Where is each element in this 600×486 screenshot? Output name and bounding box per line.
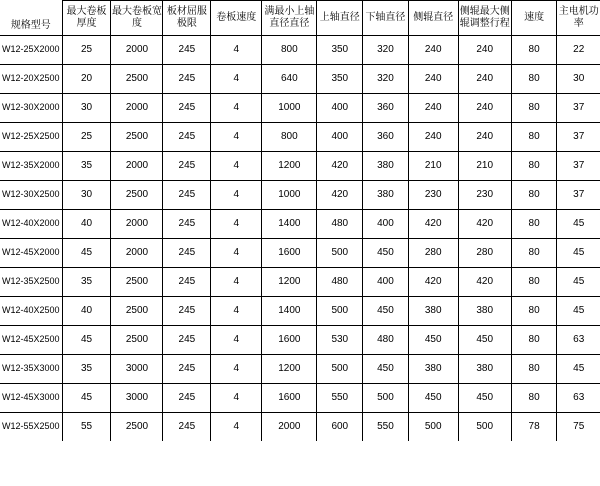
cell-side-roller-diameter: 500 <box>408 412 458 441</box>
cell-max-thickness: 30 <box>62 93 111 122</box>
cell-lower-shaft-diameter: 500 <box>363 383 409 412</box>
cell-rolling-speed: 4 <box>211 354 262 383</box>
cell-side-roller-diameter: 450 <box>408 383 458 412</box>
column-header-yield-limit: 板材屈服极限 <box>163 1 211 36</box>
cell-speed: 80 <box>511 35 557 64</box>
cell-model: W12-40X2500 <box>0 296 62 325</box>
cell-upper-shaft-diameter: 500 <box>317 354 363 383</box>
cell-side-roller-travel: 280 <box>458 238 511 267</box>
cell-speed: 80 <box>511 151 557 180</box>
cell-model: W12-45X3000 <box>0 383 62 412</box>
table-row <box>0 122 600 151</box>
cell-min-diameter: 1400 <box>262 209 317 238</box>
cell-min-diameter: 1400 <box>262 296 317 325</box>
cell-side-roller-travel: 420 <box>458 209 511 238</box>
cell-yield-limit: 245 <box>163 35 211 64</box>
cell-rolling-speed: 4 <box>211 209 262 238</box>
cell-max-thickness: 30 <box>62 180 111 209</box>
cell-lower-shaft-diameter: 400 <box>363 209 409 238</box>
cell-upper-shaft-diameter: 350 <box>317 35 363 64</box>
cell-max-width: 3000 <box>111 383 163 412</box>
table-row <box>0 151 600 180</box>
cell-side-roller-diameter: 380 <box>408 296 458 325</box>
cell-max-width: 2500 <box>111 296 163 325</box>
table-row <box>0 93 600 122</box>
cell-upper-shaft-diameter: 600 <box>317 412 363 441</box>
cell-lower-shaft-diameter: 320 <box>363 35 409 64</box>
cell-upper-shaft-diameter: 400 <box>317 122 363 151</box>
cell-max-width: 2500 <box>111 64 163 93</box>
cell-lower-shaft-diameter: 320 <box>363 64 409 93</box>
cell-speed: 80 <box>511 122 557 151</box>
cell-side-roller-diameter: 380 <box>408 354 458 383</box>
cell-max-width: 2000 <box>111 238 163 267</box>
cell-side-roller-travel: 240 <box>458 64 511 93</box>
cell-max-width: 2000 <box>111 209 163 238</box>
cell-min-diameter: 1200 <box>262 151 317 180</box>
cell-yield-limit: 245 <box>163 151 211 180</box>
cell-lower-shaft-diameter: 360 <box>363 93 409 122</box>
table-row <box>0 209 600 238</box>
cell-rolling-speed: 4 <box>211 383 262 412</box>
column-header-min-diameter: 满最小上轴直径直径 <box>262 1 317 36</box>
column-header-lower-shaft-diameter: 下轴直径 <box>363 1 409 36</box>
cell-motor-power: 45 <box>557 209 600 238</box>
cell-model: W12-55X2500 <box>0 412 62 441</box>
cell-upper-shaft-diameter: 420 <box>317 180 363 209</box>
column-header-model: 规格型号 <box>0 1 62 36</box>
cell-rolling-speed: 4 <box>211 93 262 122</box>
cell-yield-limit: 245 <box>163 267 211 296</box>
cell-rolling-speed: 4 <box>211 122 262 151</box>
cell-motor-power: 37 <box>557 180 600 209</box>
column-header-upper-shaft-diameter: 上轴直径 <box>317 1 363 36</box>
cell-max-thickness: 55 <box>62 412 111 441</box>
cell-max-width: 2500 <box>111 325 163 354</box>
cell-side-roller-travel: 500 <box>458 412 511 441</box>
cell-model: W12-35X2500 <box>0 267 62 296</box>
cell-upper-shaft-diameter: 500 <box>317 296 363 325</box>
cell-speed: 80 <box>511 267 557 296</box>
cell-max-thickness: 35 <box>62 354 111 383</box>
cell-rolling-speed: 4 <box>211 412 262 441</box>
cell-side-roller-diameter: 450 <box>408 325 458 354</box>
cell-rolling-speed: 4 <box>211 267 262 296</box>
cell-upper-shaft-diameter: 400 <box>317 93 363 122</box>
cell-side-roller-travel: 230 <box>458 180 511 209</box>
cell-max-width: 2000 <box>111 151 163 180</box>
cell-min-diameter: 1000 <box>262 93 317 122</box>
cell-speed: 78 <box>511 412 557 441</box>
cell-speed: 80 <box>511 296 557 325</box>
column-header-max-thickness: 最大卷板厚度 <box>62 1 111 36</box>
cell-lower-shaft-diameter: 480 <box>363 325 409 354</box>
cell-upper-shaft-diameter: 550 <box>317 383 363 412</box>
cell-speed: 80 <box>511 354 557 383</box>
cell-side-roller-travel: 450 <box>458 383 511 412</box>
cell-yield-limit: 245 <box>163 122 211 151</box>
cell-side-roller-diameter: 280 <box>408 238 458 267</box>
table-row <box>0 325 600 354</box>
cell-speed: 80 <box>511 209 557 238</box>
cell-motor-power: 30 <box>557 64 600 93</box>
column-header-rolling-speed: 卷板速度 <box>211 1 262 36</box>
table-body <box>0 35 600 441</box>
table-row <box>0 296 600 325</box>
cell-motor-power: 45 <box>557 238 600 267</box>
cell-upper-shaft-diameter: 500 <box>317 238 363 267</box>
cell-model: W12-30X2500 <box>0 180 62 209</box>
cell-yield-limit: 245 <box>163 383 211 412</box>
table-row <box>0 35 600 64</box>
cell-upper-shaft-diameter: 480 <box>317 209 363 238</box>
cell-min-diameter: 1200 <box>262 267 317 296</box>
cell-side-roller-travel: 450 <box>458 325 511 354</box>
cell-motor-power: 75 <box>557 412 600 441</box>
cell-model: W12-45X2000 <box>0 238 62 267</box>
cell-side-roller-travel: 380 <box>458 354 511 383</box>
cell-side-roller-travel: 380 <box>458 296 511 325</box>
cell-yield-limit: 245 <box>163 325 211 354</box>
cell-side-roller-travel: 210 <box>458 151 511 180</box>
cell-motor-power: 22 <box>557 35 600 64</box>
cell-max-width: 2000 <box>111 93 163 122</box>
cell-rolling-speed: 4 <box>211 151 262 180</box>
cell-min-diameter: 1000 <box>262 180 317 209</box>
column-header-motor-power: 主电机功率 <box>557 1 600 36</box>
cell-max-width: 3000 <box>111 354 163 383</box>
cell-side-roller-travel: 420 <box>458 267 511 296</box>
cell-min-diameter: 1600 <box>262 238 317 267</box>
cell-yield-limit: 245 <box>163 209 211 238</box>
cell-rolling-speed: 4 <box>211 325 262 354</box>
cell-speed: 80 <box>511 93 557 122</box>
cell-max-width: 2000 <box>111 35 163 64</box>
cell-motor-power: 45 <box>557 296 600 325</box>
table-row <box>0 412 600 441</box>
cell-min-diameter: 800 <box>262 35 317 64</box>
cell-side-roller-diameter: 420 <box>408 267 458 296</box>
cell-min-diameter: 2000 <box>262 412 317 441</box>
cell-rolling-speed: 4 <box>211 35 262 64</box>
table-row <box>0 383 600 412</box>
cell-max-thickness: 35 <box>62 151 111 180</box>
cell-model: W12-20X2500 <box>0 64 62 93</box>
cell-max-width: 2500 <box>111 122 163 151</box>
cell-upper-shaft-diameter: 530 <box>317 325 363 354</box>
cell-max-width: 2500 <box>111 180 163 209</box>
cell-model: W12-35X2000 <box>0 151 62 180</box>
cell-yield-limit: 245 <box>163 354 211 383</box>
cell-motor-power: 37 <box>557 122 600 151</box>
cell-yield-limit: 245 <box>163 412 211 441</box>
column-header-side-roller-diameter: 侧辊直径 <box>408 1 458 36</box>
cell-speed: 80 <box>511 180 557 209</box>
cell-speed: 80 <box>511 325 557 354</box>
cell-yield-limit: 245 <box>163 296 211 325</box>
cell-max-thickness: 25 <box>62 35 111 64</box>
cell-max-thickness: 45 <box>62 238 111 267</box>
cell-min-diameter: 1600 <box>262 383 317 412</box>
cell-upper-shaft-diameter: 420 <box>317 151 363 180</box>
cell-yield-limit: 245 <box>163 238 211 267</box>
cell-lower-shaft-diameter: 400 <box>363 267 409 296</box>
table-row <box>0 238 600 267</box>
cell-yield-limit: 245 <box>163 180 211 209</box>
cell-max-thickness: 40 <box>62 209 111 238</box>
cell-max-width: 2500 <box>111 412 163 441</box>
cell-max-thickness: 20 <box>62 64 111 93</box>
cell-yield-limit: 245 <box>163 64 211 93</box>
cell-side-roller-diameter: 230 <box>408 180 458 209</box>
cell-min-diameter: 1200 <box>262 354 317 383</box>
cell-max-width: 2500 <box>111 267 163 296</box>
cell-min-diameter: 640 <box>262 64 317 93</box>
cell-side-roller-diameter: 240 <box>408 122 458 151</box>
cell-lower-shaft-diameter: 360 <box>363 122 409 151</box>
cell-max-thickness: 35 <box>62 267 111 296</box>
cell-upper-shaft-diameter: 350 <box>317 64 363 93</box>
cell-min-diameter: 1600 <box>262 325 317 354</box>
cell-rolling-speed: 4 <box>211 64 262 93</box>
cell-lower-shaft-diameter: 550 <box>363 412 409 441</box>
cell-side-roller-travel: 240 <box>458 122 511 151</box>
cell-side-roller-travel: 240 <box>458 35 511 64</box>
cell-motor-power: 45 <box>557 267 600 296</box>
cell-motor-power: 37 <box>557 93 600 122</box>
cell-max-thickness: 45 <box>62 325 111 354</box>
cell-motor-power: 45 <box>557 354 600 383</box>
cell-upper-shaft-diameter: 480 <box>317 267 363 296</box>
column-header-side-roller-travel: 侧辊最大侧辊调整行程 <box>458 1 511 36</box>
cell-speed: 80 <box>511 238 557 267</box>
cell-side-roller-travel: 240 <box>458 93 511 122</box>
cell-yield-limit: 245 <box>163 93 211 122</box>
cell-rolling-speed: 4 <box>211 180 262 209</box>
cell-model: W12-40X2000 <box>0 209 62 238</box>
cell-rolling-speed: 4 <box>211 238 262 267</box>
cell-motor-power: 63 <box>557 383 600 412</box>
cell-side-roller-diameter: 210 <box>408 151 458 180</box>
cell-max-thickness: 45 <box>62 383 111 412</box>
cell-model: W12-25X2500 <box>0 122 62 151</box>
cell-model: W12-25X2000 <box>0 35 62 64</box>
table-row <box>0 64 600 93</box>
table-header <box>0 1 600 36</box>
cell-lower-shaft-diameter: 380 <box>363 180 409 209</box>
cell-rolling-speed: 4 <box>211 296 262 325</box>
table-row <box>0 267 600 296</box>
cell-model: W12-45X2500 <box>0 325 62 354</box>
column-header-max-width: 最大卷板宽度 <box>111 1 163 36</box>
cell-side-roller-diameter: 420 <box>408 209 458 238</box>
column-header-speed: 速度 <box>511 1 557 36</box>
table-row <box>0 180 600 209</box>
table-row <box>0 354 600 383</box>
cell-lower-shaft-diameter: 450 <box>363 296 409 325</box>
cell-model: W12-35X3000 <box>0 354 62 383</box>
cell-model: W12-30X2000 <box>0 93 62 122</box>
cell-lower-shaft-diameter: 450 <box>363 354 409 383</box>
cell-lower-shaft-diameter: 380 <box>363 151 409 180</box>
cell-motor-power: 63 <box>557 325 600 354</box>
cell-side-roller-diameter: 240 <box>408 35 458 64</box>
cell-side-roller-diameter: 240 <box>408 64 458 93</box>
cell-speed: 80 <box>511 383 557 412</box>
cell-motor-power: 37 <box>557 151 600 180</box>
cell-max-thickness: 25 <box>62 122 111 151</box>
cell-side-roller-diameter: 240 <box>408 93 458 122</box>
cell-lower-shaft-diameter: 450 <box>363 238 409 267</box>
cell-min-diameter: 800 <box>262 122 317 151</box>
cell-speed: 80 <box>511 64 557 93</box>
cell-max-thickness: 40 <box>62 296 111 325</box>
table-header-row <box>0 1 600 36</box>
